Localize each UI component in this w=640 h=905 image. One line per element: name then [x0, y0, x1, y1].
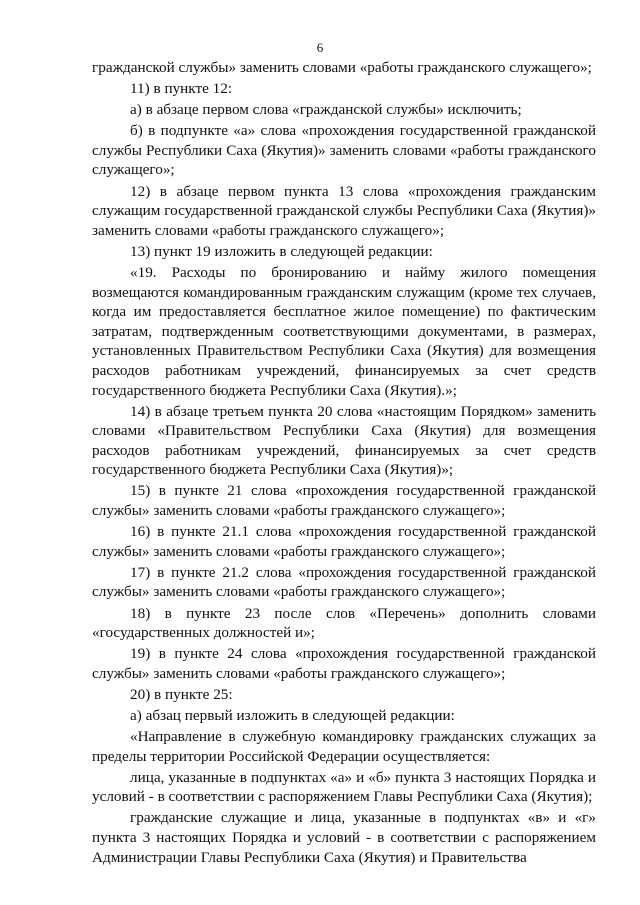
paragraph-item-19: 19) в пункте 24 слова «прохождения государственной гражданской службы» заменить словами «работы гражданского служащего»; [92, 645, 596, 682]
paragraph-quote-direction: «Направление в служебную командировку гражданских служащих за пределы территории Российской Федерации осуществляется: [92, 728, 596, 765]
paragraph-item-15: 15) в пункте 21 слова «прохождения государственной гражданской службы» заменить словами «работы гражданского служащего»; [92, 482, 596, 520]
paragraph-item-17: 17) в пункте 21.2 слова «прохождения государственной гражданской службы» заменить словами «работы гражданского служащего»; [92, 563, 596, 601]
paragraph-quote-19: «19. Расходы по бронированию и найму жилого помещения возмещаются командированным гражданским служащим (кроме тех случаев, когда им предоставляется бесплатное жилое помещение) по фактическим затратам, подтвержденным соответствующими документами, в размерах, установленных Правительством Республики Саха (Якутия) для возмещения расходов работникам учреждений, финансируемых за счет средств государственного бюджета Республики Саха (Якутия).»; [92, 263, 596, 399]
page-number: 6 [316, 40, 324, 55]
paragraph-servants-c-d: гражданские служащие и лица, указанные в подпунктах «в» и «г» пункта 3 настоящих Порядка и условий - в соответствии с распоряжением Администрации Главы Республики Саха (Якутия) и Правительства [92, 809, 596, 866]
paragraph-item-18: 18) в пункте 23 после слов «Перечень» дополнить словами «государственных должностей и»; [92, 604, 596, 642]
paragraph-continuation: гражданской службы» заменить словами «работы гражданского служащего»; [92, 59, 592, 76]
paragraph-item-13: 13) пункт 19 изложить в следующей редакции: [130, 242, 433, 260]
paragraph-item-11b: б) в подпункте «а» слова «прохождения государственной гражданской службы Республики Саха (Якутия)» заменить словами «работы гражданского служащего»; [92, 122, 596, 179]
paragraph-item-11a: а) в абзаце первом слова «гражданской службы» исключить; [130, 101, 522, 119]
paragraph-item-12: 12) в абзаце первом пункта 13 слова «прохождения гражданским служащим государственной гражданской службы Республики Саха (Якутия)» заменить словами «работы гражданского служащего»; [92, 182, 596, 239]
paragraph-item-20: 20) в пункте 25: [130, 685, 233, 703]
paragraph-item-11: 11) в пункте 12: [130, 80, 233, 98]
paragraph-item-20a: а) абзац первый изложить в следующей редакции: [130, 707, 455, 724]
paragraph-item-16: 16) в пункте 21.1 слова «прохождения государственной гражданской службы» заменить словами «работы гражданского служащего»; [92, 523, 596, 560]
document-body [92, 58, 596, 869]
paragraph-persons-a-b: лица, указанные в подпунктах «а» и «б» пункта 3 настоящих Порядка и условий - в соответствии с распоряжением Главы Республики Саха (Якутия); [92, 768, 596, 806]
paragraph-item-14: 14) в абзаце третьем пункта 20 слова «настоящим Порядком» заменить словами «Правительством Республики Саха (Якутия) для возмещения расходов работникам учреждений, финансируемых за счет средств государственного бюджета Республики Саха (Якутия)»; [92, 402, 596, 479]
